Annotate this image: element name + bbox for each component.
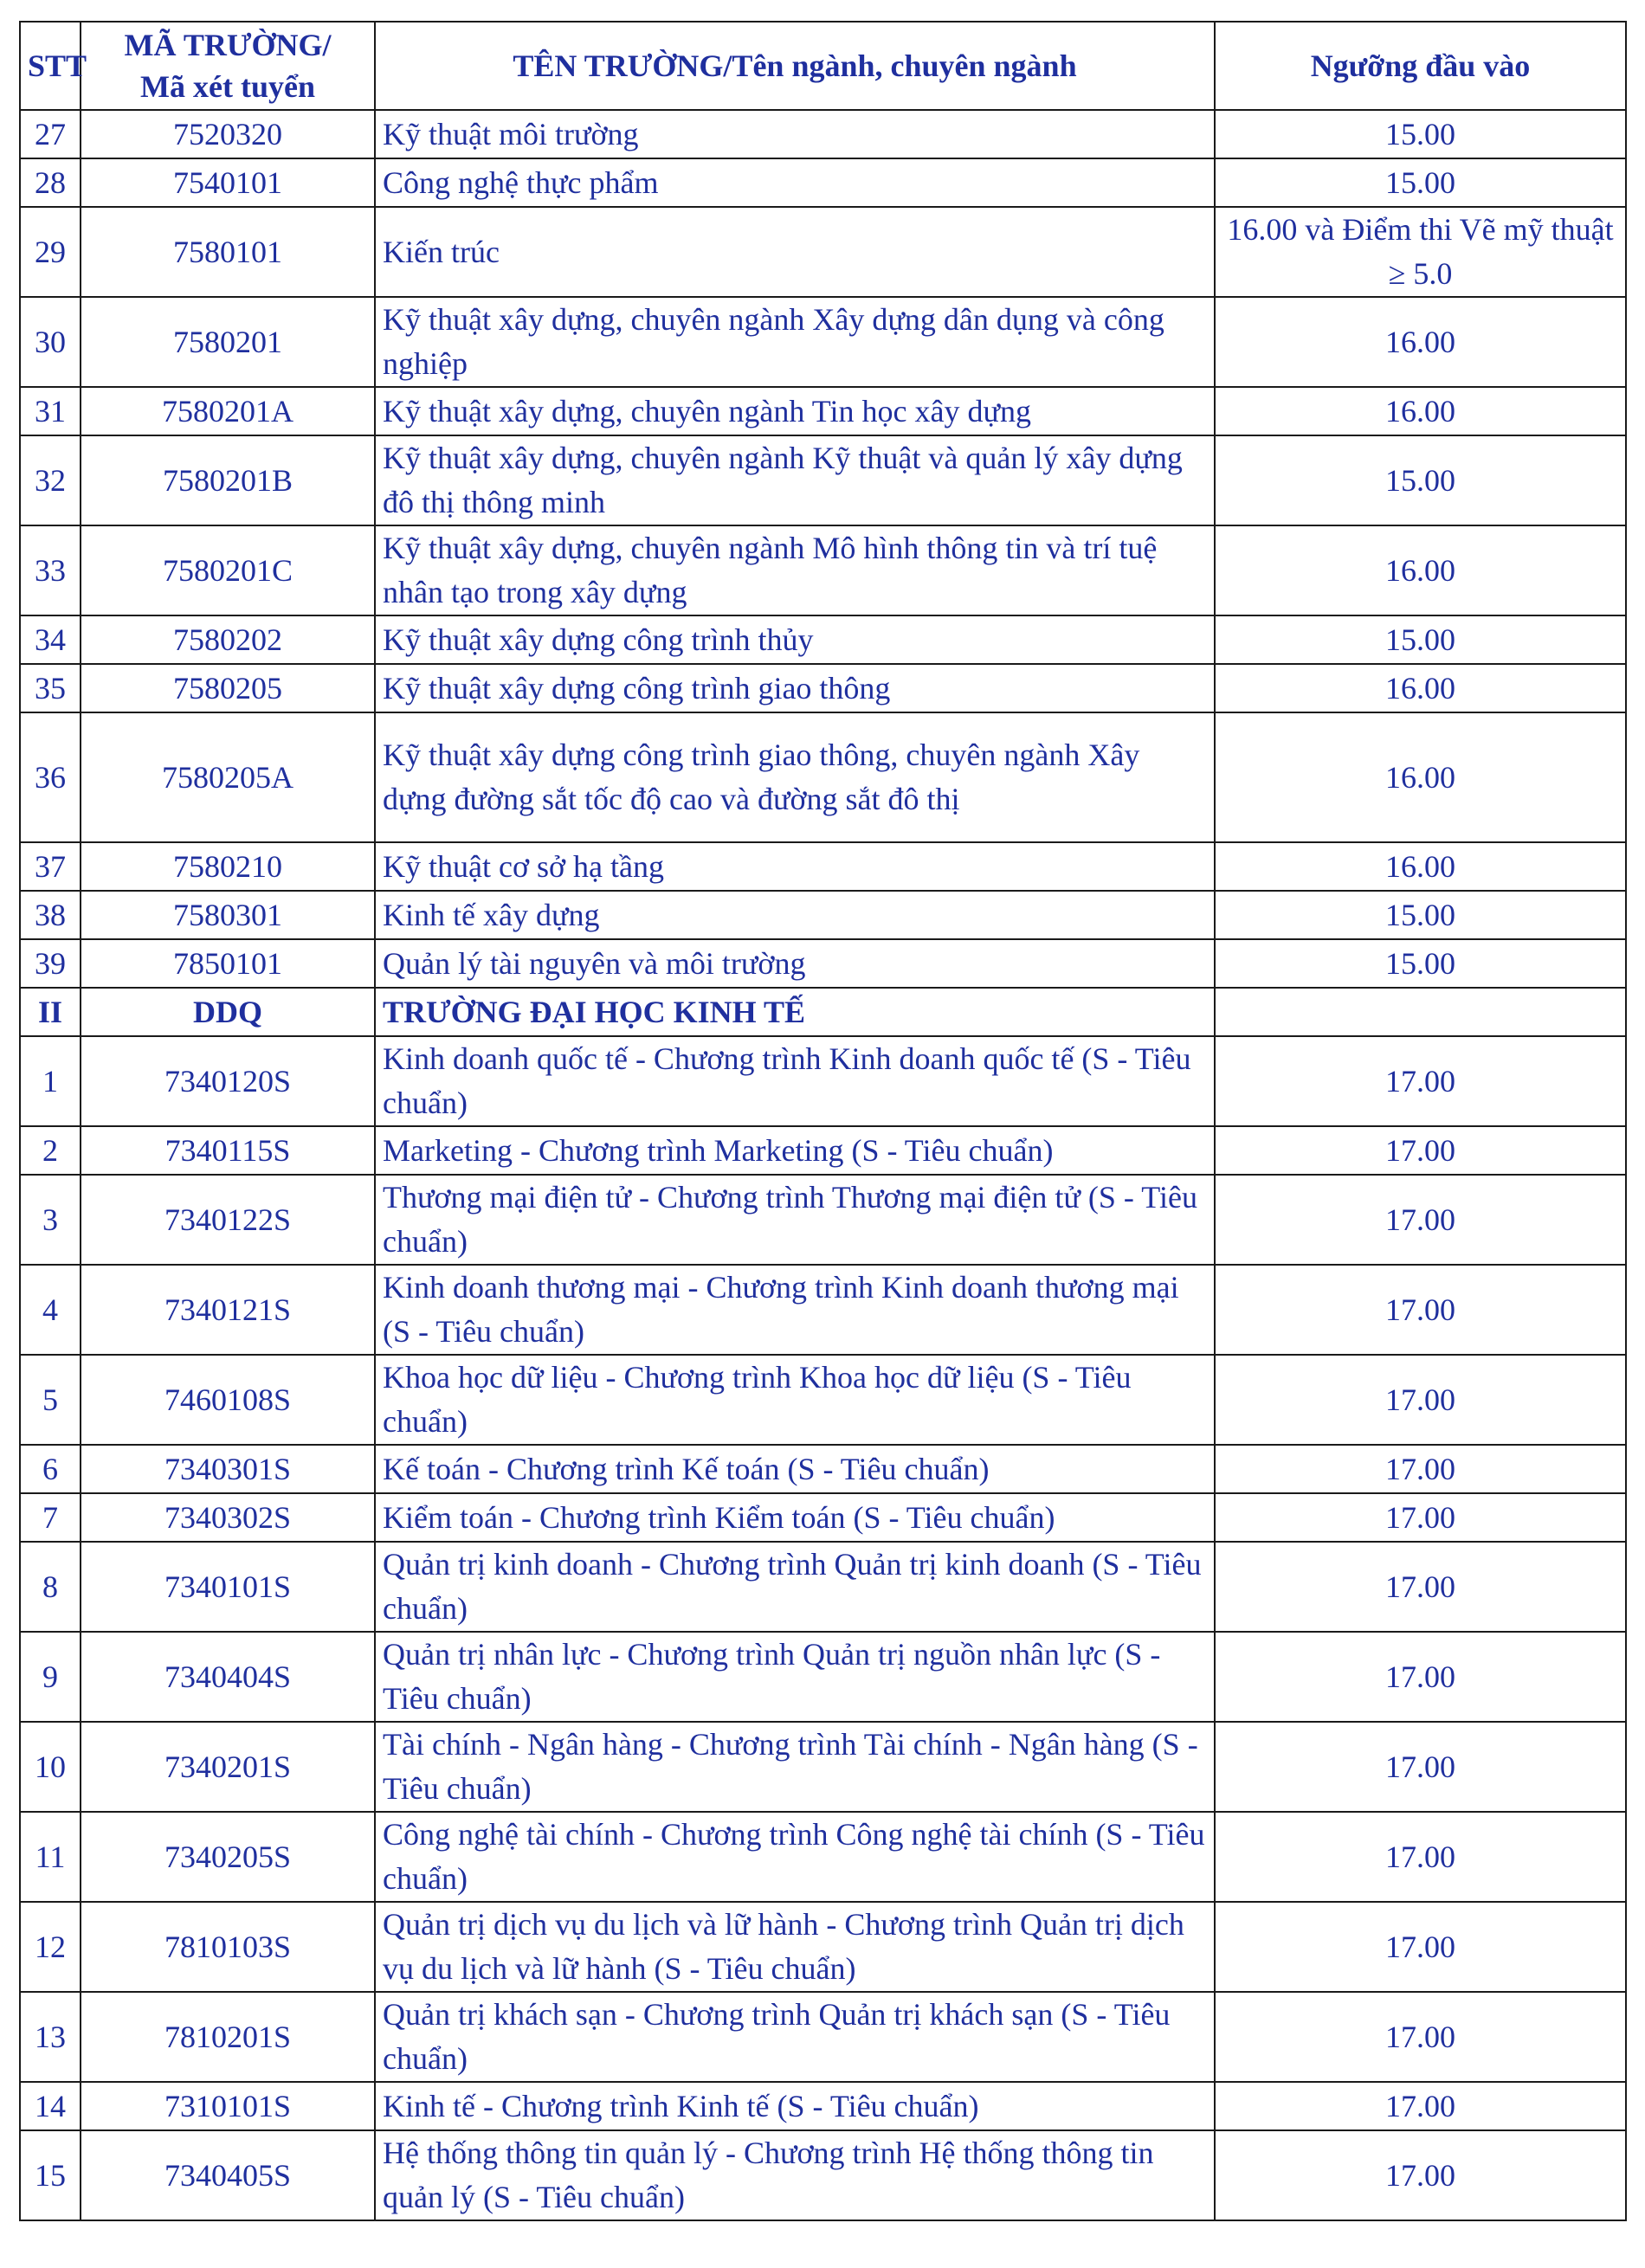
table-row [20,939,1626,988]
row-stt: 2 [20,1126,81,1175]
row-threshold: 16.00 [1215,297,1626,387]
table-row [20,1445,1626,1493]
table-row [20,387,1626,435]
row-code: 7310101S [81,2082,375,2130]
table-row [20,207,1626,297]
row-stt: 3 [20,1175,81,1265]
row-threshold: 17.00 [1215,1812,1626,1902]
row-name: Kinh doanh quốc tế - Chương trình Kinh doanh quốc tế (S - Tiêu chuẩn) [375,1036,1215,1126]
table-row [20,1542,1626,1632]
table-row [20,158,1626,207]
row-threshold: 16.00 [1215,525,1626,615]
row-code: 7810103S [81,1902,375,1992]
row-name: Kỹ thuật xây dựng công trình giao thông, chuyên ngành Xây dựng đường sắt tốc độ cao và đường sắt đô thị [375,712,1215,842]
table-row [20,1036,1626,1126]
row-stt: 6 [20,1445,81,1493]
row-name: Marketing - Chương trình Marketing (S - Tiêu chuẩn) [375,1126,1215,1175]
row-stt: 38 [20,891,81,939]
row-threshold: 17.00 [1215,1542,1626,1632]
row-code: 7340101S [81,1542,375,1632]
row-stt: 15 [20,2130,81,2220]
row-code: 7460108S [81,1355,375,1445]
row-stt: 11 [20,1812,81,1902]
row-name: Tài chính - Ngân hàng - Chương trình Tài chính - Ngân hàng (S - Tiêu chuẩn) [375,1722,1215,1812]
row-code: 7520320 [81,110,375,158]
header-code-line2: Mã xét tuyển [140,69,315,104]
row-name: Kỹ thuật xây dựng, chuyên ngành Mô hình thông tin và trí tuệ nhân tạo trong xây dựng [375,525,1215,615]
row-stt: 30 [20,297,81,387]
header-code [81,22,375,110]
row-stt: 37 [20,842,81,891]
row-name: Hệ thống thông tin quản lý - Chương trình Hệ thống thông tin quản lý (S - Tiêu chuẩn) [375,2130,1215,2220]
table-body [20,110,1626,2220]
row-stt: 35 [20,664,81,712]
table-row [20,842,1626,891]
row-threshold: 17.00 [1215,2082,1626,2130]
row-threshold: 17.00 [1215,1902,1626,1992]
row-stt: 28 [20,158,81,207]
row-code: 7580201 [81,297,375,387]
row-name: TRƯỜNG ĐẠI HỌC KINH TẾ [375,988,1215,1036]
row-code: 7340115S [81,1126,375,1175]
row-code: 7340404S [81,1632,375,1722]
row-threshold: 17.00 [1215,2130,1626,2220]
table-row [20,1992,1626,2082]
row-code: 7340301S [81,1445,375,1493]
row-name: Kỹ thuật xây dựng công trình thủy [375,615,1215,664]
row-name: Quản trị nhân lực - Chương trình Quản trị nguồn nhân lực (S - Tiêu chuẩn) [375,1632,1215,1722]
table-row [20,1175,1626,1265]
table-row [20,2082,1626,2130]
table-row [20,1632,1626,1722]
row-code: 7340405S [81,2130,375,2220]
admission-threshold-table [19,21,1627,2221]
row-code: 7580210 [81,842,375,891]
row-name: Quản trị khách sạn - Chương trình Quản trị khách sạn (S - Tiêu chuẩn) [375,1992,1215,2082]
section-row [20,988,1626,1036]
row-threshold: 16.00 [1215,664,1626,712]
row-code: 7340201S [81,1722,375,1812]
row-threshold [1215,988,1626,1036]
row-code: 7580202 [81,615,375,664]
row-stt: 10 [20,1722,81,1812]
row-threshold: 17.00 [1215,1722,1626,1812]
table-row [20,1812,1626,1902]
row-stt: II [20,988,81,1036]
row-stt: 33 [20,525,81,615]
row-code: 7340302S [81,1493,375,1542]
row-stt: 39 [20,939,81,988]
row-threshold: 15.00 [1215,939,1626,988]
table-row [20,1493,1626,1542]
row-code: DDQ [81,988,375,1036]
row-stt: 32 [20,435,81,525]
row-stt: 8 [20,1542,81,1632]
header-name: TÊN TRƯỜNG/Tên ngành, chuyên ngành [375,22,1215,110]
row-code: 7580201A [81,387,375,435]
row-name: Khoa học dữ liệu - Chương trình Khoa học dữ liệu (S - Tiêu chuẩn) [375,1355,1215,1445]
row-name: Công nghệ tài chính - Chương trình Công nghệ tài chính (S - Tiêu chuẩn) [375,1812,1215,1902]
row-name: Kế toán - Chương trình Kế toán (S - Tiêu chuẩn) [375,1445,1215,1493]
row-code: 7580205 [81,664,375,712]
row-threshold: 17.00 [1215,1493,1626,1542]
table-row [20,712,1626,842]
row-name: Kinh doanh thương mại - Chương trình Kinh doanh thương mại (S - Tiêu chuẩn) [375,1265,1215,1355]
row-threshold: 15.00 [1215,435,1626,525]
row-stt: 34 [20,615,81,664]
table-row [20,1902,1626,1992]
row-threshold: 16.00 [1215,842,1626,891]
row-code: 7540101 [81,158,375,207]
row-code: 7340205S [81,1812,375,1902]
row-threshold: 17.00 [1215,1445,1626,1493]
header-threshold: Ngưỡng đầu vào [1215,22,1626,110]
table-row [20,664,1626,712]
row-threshold: 15.00 [1215,158,1626,207]
row-name: Kỹ thuật xây dựng, chuyên ngành Xây dựng dân dụng và công nghiệp [375,297,1215,387]
header-code-line1: MÃ TRƯỜNG/ [124,28,332,62]
row-name: Kỹ thuật xây dựng, chuyên ngành Tin học xây dựng [375,387,1215,435]
row-threshold: 17.00 [1215,1632,1626,1722]
row-threshold: 15.00 [1215,615,1626,664]
row-code: 7340120S [81,1036,375,1126]
row-stt: 13 [20,1992,81,2082]
row-stt: 7 [20,1493,81,1542]
row-stt: 27 [20,110,81,158]
row-threshold: 17.00 [1215,1355,1626,1445]
row-code: 7580201C [81,525,375,615]
row-name: Quản lý tài nguyên và môi trường [375,939,1215,988]
row-threshold: 17.00 [1215,1992,1626,2082]
header-stt: STT [20,22,81,110]
row-code: 7580301 [81,891,375,939]
row-name: Kinh tế - Chương trình Kinh tế (S - Tiêu chuẩn) [375,2082,1215,2130]
row-code: 7340121S [81,1265,375,1355]
row-name: Kỹ thuật xây dựng công trình giao thông [375,664,1215,712]
table-row [20,1722,1626,1812]
table-row [20,1355,1626,1445]
row-threshold: 17.00 [1215,1265,1626,1355]
row-code: 7810201S [81,1992,375,2082]
row-threshold: 15.00 [1215,110,1626,158]
row-stt: 9 [20,1632,81,1722]
row-stt: 36 [20,712,81,842]
table-row [20,1126,1626,1175]
row-name: Công nghệ thực phẩm [375,158,1215,207]
row-code: 7340122S [81,1175,375,1265]
table-row [20,435,1626,525]
row-name: Quản trị kinh doanh - Chương trình Quản trị kinh doanh (S - Tiêu chuẩn) [375,1542,1215,1632]
row-stt: 5 [20,1355,81,1445]
row-name: Kỹ thuật xây dựng, chuyên ngành Kỹ thuật và quản lý xây dựng đô thị thông minh [375,435,1215,525]
row-threshold: 15.00 [1215,891,1626,939]
table-row [20,615,1626,664]
row-stt: 4 [20,1265,81,1355]
row-threshold: 16.00 [1215,387,1626,435]
table-header-row [20,22,1626,110]
row-name: Kiến trúc [375,207,1215,297]
table-row [20,110,1626,158]
row-stt: 31 [20,387,81,435]
table-row [20,525,1626,615]
row-stt: 12 [20,1902,81,1992]
row-stt: 14 [20,2082,81,2130]
row-code: 7580201B [81,435,375,525]
row-code: 7580101 [81,207,375,297]
table-row [20,297,1626,387]
table-row [20,2130,1626,2220]
row-name: Kỹ thuật cơ sở hạ tầng [375,842,1215,891]
row-name: Kinh tế xây dựng [375,891,1215,939]
row-threshold: 16.00 và Điểm thi Vẽ mỹ thuật ≥ 5.0 [1215,207,1626,297]
row-stt: 29 [20,207,81,297]
row-threshold: 17.00 [1215,1036,1626,1126]
row-threshold: 17.00 [1215,1126,1626,1175]
table-row [20,1265,1626,1355]
row-stt: 1 [20,1036,81,1126]
row-name: Kỹ thuật môi trường [375,110,1215,158]
row-code: 7850101 [81,939,375,988]
row-threshold: 17.00 [1215,1175,1626,1265]
table-row [20,891,1626,939]
row-name: Thương mại điện tử - Chương trình Thương mại điện tử (S - Tiêu chuẩn) [375,1175,1215,1265]
row-code: 7580205A [81,712,375,842]
row-name: Quản trị dịch vụ du lịch và lữ hành - Chương trình Quản trị dịch vụ du lịch và lữ hành (S - Tiêu chuẩn) [375,1902,1215,1992]
row-threshold: 16.00 [1215,712,1626,842]
row-name: Kiểm toán - Chương trình Kiểm toán (S - Tiêu chuẩn) [375,1493,1215,1542]
